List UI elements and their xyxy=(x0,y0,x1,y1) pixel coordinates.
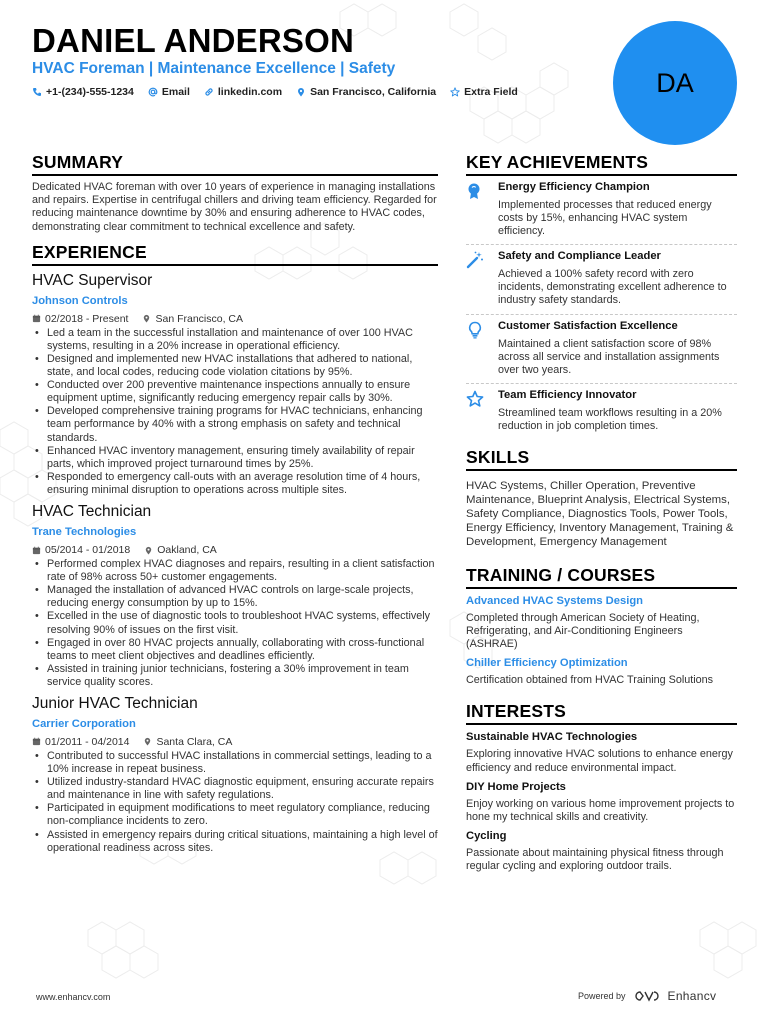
job-location-text: San Francisco, CA xyxy=(155,312,244,325)
achievement-item xyxy=(466,176,737,245)
job-location xyxy=(143,736,232,748)
medal-icon xyxy=(466,182,484,200)
candidate-headline: HVAC Foreman | Maintenance Excellence | Safety xyxy=(32,60,396,77)
interest-item xyxy=(466,781,737,824)
job-dates-text: 05/2014 - 01/2018 xyxy=(45,544,131,557)
experience-section xyxy=(32,242,438,855)
company-name[interactable]: Trane Technologies xyxy=(32,526,137,539)
job-bullet: • Utilized industry-standard HVAC diagnostic equipment, ensuring accurate repairs and maintenance in line with safety regulations. xyxy=(32,776,438,802)
contact-extra-field-text: Extra Field xyxy=(464,86,518,98)
interest-title: Sustainable HVAC Technologies xyxy=(466,731,638,744)
interest-desc: Passionate about maintaining physical fitness through regular cycling and exploring outdoor trails. xyxy=(466,846,724,872)
job-bullet: • Managed the installation of advanced HVAC controls on large-scale projects, reducing energy consumption by up to 15%. xyxy=(32,584,438,610)
job-bullet: • Contributed to successful HVAC installations in commercial settings, leading to a 10% increase in repeat business. xyxy=(32,750,438,776)
achievements-section xyxy=(466,152,737,439)
job-bullet: • Led a team in the successful installation and maintenance of over 100 HVAC systems, resulting in a 20% increase in operational efficiency. xyxy=(32,327,438,353)
right-column xyxy=(466,152,737,873)
contact-linkedin-text: linkedin.com xyxy=(217,86,283,98)
interest-title: Cycling xyxy=(466,829,507,842)
powered-by-label: Powered by xyxy=(578,991,626,1001)
course-item xyxy=(466,657,737,687)
job-bullet: • Assisted in training junior technicians, fostering a 30% improvement in team service quality scores. xyxy=(32,663,438,689)
achievement-desc: Implemented processes that reduced energy costs by 15%, enhancing HVAC system efficiency. xyxy=(498,199,712,238)
location-pin-icon xyxy=(143,737,152,746)
achievement-desc: Maintained a client satisfaction score of 98% across all service and installation assignments over two years. xyxy=(498,337,720,376)
achievements-heading: KEY ACHIEVEMENTS xyxy=(466,152,737,176)
contact-location xyxy=(296,86,436,98)
star-icon xyxy=(466,390,484,408)
course-title[interactable]: Advanced HVAC Systems Design xyxy=(466,595,643,608)
job-entry xyxy=(32,503,438,689)
job-location xyxy=(142,313,243,325)
job-dates xyxy=(32,313,128,325)
company-name[interactable]: Carrier Corporation xyxy=(32,717,136,730)
contact-email[interactable] xyxy=(148,86,190,98)
enhancv-brand: Enhancv xyxy=(667,989,717,1003)
interest-item xyxy=(466,731,737,774)
skills-section xyxy=(466,447,737,549)
achievement-desc: Streamlined team workflows resulting in a 20% reduction in job completion times. xyxy=(498,406,722,432)
job-meta xyxy=(32,313,438,325)
location-pin-icon xyxy=(142,314,151,323)
calendar-icon xyxy=(32,314,41,323)
job-dates-text: 01/2011 - 04/2014 xyxy=(45,735,130,748)
interest-item xyxy=(466,830,737,873)
skills-list: HVAC Systems, Chiller Operation, Preventive Maintenance, Blueprint Analysis, Electrical Systems, Safety Compliance, Diagnostics Tools, Power Tools, Energy Efficiency, Inventory Management, Training & Development, Emergency Management xyxy=(466,480,734,549)
summary-text: Dedicated HVAC foreman with over 10 years of experience in managing installations and repairs. Expertise in centrifugal chillers and driving team efficiency. Regarded for reducing maintenance downtime by 30% and ensuring adherence to HVAC codes, demonstrating clear commitment to technical excellence and safety. xyxy=(32,181,437,233)
interests-section xyxy=(466,701,737,873)
calendar-icon xyxy=(32,546,41,555)
footer-website[interactable]: www.enhancv.com xyxy=(36,992,111,1002)
achievement-item xyxy=(466,384,737,439)
job-bullet: • Enhanced HVAC inventory management, ensuring timely availability of repair parts, which improved project turnaround times by 25%. xyxy=(32,445,438,471)
job-location-text: Santa Clara, CA xyxy=(156,735,233,748)
job-bullet: • Performed complex HVAC diagnoses and repairs, resulting in a client satisfaction rate of 98% across 50+ customer engagements. xyxy=(32,558,438,584)
link-icon xyxy=(204,87,214,97)
job-bullet: • Responded to emergency call-outs with an average resolution time of 4 hours, ensuring minimal disruption to operations across multiple sites. xyxy=(32,471,438,497)
interest-desc: Enjoy working on various home improvement projects to hone my technical skills and creativity. xyxy=(466,797,735,823)
contact-email-text: Email xyxy=(161,86,190,98)
job-meta xyxy=(32,544,438,556)
job-entry xyxy=(32,695,438,855)
job-location xyxy=(144,544,217,556)
interest-title: DIY Home Projects xyxy=(466,780,566,793)
job-bullet: • Excelled in the use of diagnostic tools to troubleshoot HVAC systems, effectively resolving 90% of issues on the first visit. xyxy=(32,610,438,636)
enhancv-logo-icon xyxy=(634,990,660,1002)
footer-branding xyxy=(578,989,716,1003)
interests-heading: INTERESTS xyxy=(466,701,737,725)
summary-heading: SUMMARY xyxy=(32,152,438,176)
location-pin-icon xyxy=(296,87,306,97)
job-bullet: • Engaged in over 80 HVAC projects annually, collaborating with cross-functional teams to meet client objectives and deadlines efficiently. xyxy=(32,637,438,663)
job-bullet: • Developed comprehensive training programs for HVAC technicians, enhancing team performance by 40% with a strong emphasis on safety and technical standards. xyxy=(32,405,438,444)
training-section xyxy=(466,565,737,687)
job-dates xyxy=(32,544,130,556)
skills-heading: SKILLS xyxy=(466,447,737,471)
contact-linkedin[interactable] xyxy=(204,86,282,98)
location-pin-icon xyxy=(144,546,153,555)
at-icon xyxy=(148,87,158,97)
avatar-initials: DA xyxy=(656,67,694,98)
lightbulb-icon xyxy=(466,321,484,339)
achievement-desc: Achieved a 100% safety record with zero incidents, demonstrating excellent adherence to industry safety standards. xyxy=(498,268,727,307)
course-desc: Completed through American Society of Heating, Refrigerating, and Air-Conditioning Engineers (ASHRAE) xyxy=(466,612,700,651)
job-dates xyxy=(32,736,129,748)
contact-phone[interactable] xyxy=(32,86,134,98)
star-icon xyxy=(450,87,460,97)
achievement-title: Energy Efficiency Champion xyxy=(498,181,650,193)
contact-phone-text: +1-(234)-555-1234 xyxy=(46,86,134,98)
job-title: HVAC Technician xyxy=(32,503,152,521)
job-bullet: • Assisted in emergency repairs during critical situations, maintaining a high level of operational readiness across sites. xyxy=(32,829,438,855)
job-bullet: • Designed and implemented new HVAC installations that adhered to national, state, and local codes, reducing code violation citations by 95%. xyxy=(32,353,438,379)
job-bullet: • Participated in equipment modifications to meet regulatory compliance, reducing non-compliance incidents to zero. xyxy=(32,802,438,828)
job-title: Junior HVAC Technician xyxy=(32,694,198,712)
course-item xyxy=(466,595,737,651)
company-name[interactable]: Johnson Controls xyxy=(32,294,128,307)
experience-heading: EXPERIENCE xyxy=(32,242,438,266)
achievement-title: Customer Satisfaction Excellence xyxy=(498,319,678,332)
achievement-title: Team Efficiency Innovator xyxy=(498,388,637,401)
job-entry xyxy=(32,272,438,497)
achievement-item xyxy=(466,245,737,314)
contact-location-text: San Francisco, California xyxy=(310,86,437,98)
training-heading: TRAINING / COURSES xyxy=(466,565,737,589)
magic-wand-icon xyxy=(466,251,484,269)
achievement-item xyxy=(466,315,737,384)
left-column xyxy=(32,152,438,855)
calendar-icon xyxy=(32,737,41,746)
job-dates-text: 02/2018 - Present xyxy=(45,312,129,325)
job-bullets xyxy=(32,750,438,855)
job-bullets xyxy=(32,327,438,497)
avatar xyxy=(613,21,737,145)
achievement-title: Safety and Compliance Leader xyxy=(498,250,661,263)
course-desc: Certification obtained from HVAC Training Solutions xyxy=(466,674,714,687)
interest-desc: Exploring innovative HVAC solutions to enhance energy efficiency and reduce environmental impact. xyxy=(466,748,733,774)
contact-bar xyxy=(32,86,518,98)
job-title: HVAC Supervisor xyxy=(32,271,153,289)
job-location-text: Oakland, CA xyxy=(157,544,217,557)
job-meta xyxy=(32,736,438,748)
job-bullets xyxy=(32,558,438,689)
job-bullet: • Conducted over 200 preventive maintenance inspections annually to ensure equipment uptime, significantly reducing emergency repair calls by 30%. xyxy=(32,379,438,405)
phone-icon xyxy=(32,87,42,97)
summary-section xyxy=(32,152,438,234)
contact-extra-field xyxy=(450,86,518,98)
course-title[interactable]: Chiller Efficiency Optimization xyxy=(466,657,628,670)
candidate-name: DANIEL ANDERSON xyxy=(32,22,355,59)
